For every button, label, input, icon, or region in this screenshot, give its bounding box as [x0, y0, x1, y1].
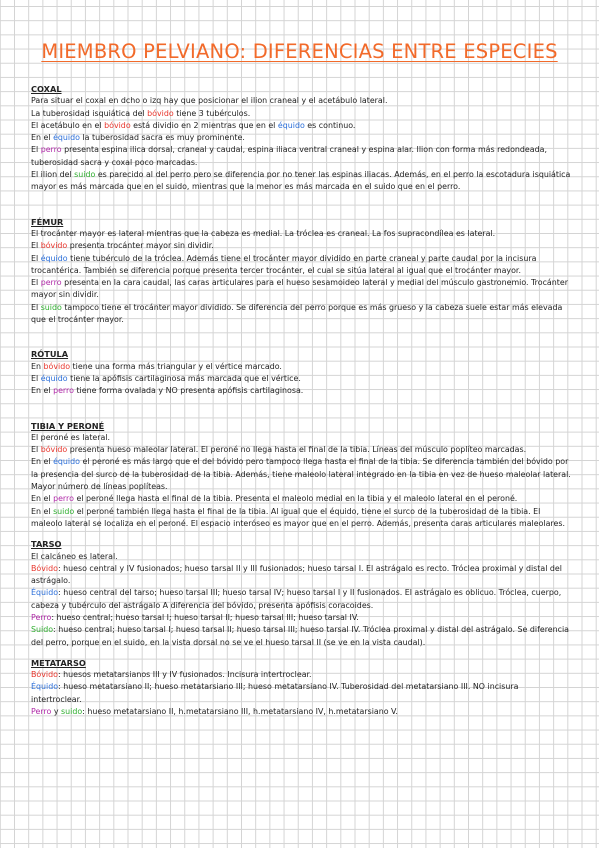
paragraph: El perro presenta espina ilica dorsal, craneal y caudal, espina iliaca ventral craneal y espina alar. Ilion con forma más redondeada, tuberosidad sacra y coxal poco marcadas.: [31, 145, 547, 167]
paragraph: Perro y suido: hueso metatarsiano II, h.metatarsiano III, h.metatarsiano IV, h.metatarsiano V.: [31, 707, 398, 717]
species-perro: perro: [40, 145, 62, 155]
species-suido: suido: [61, 707, 83, 717]
paragraph: En el suido el peroné también llega hasta el final de la tibia. Al igual que el équido, tiene el surco de la tuberosidad de la tibia. El maleolo lateral se localiza en el peroné. El espacio interóseo es mayor que en el perro. Además, presenta caras articulares maleolares.: [31, 506, 565, 528]
paragraph: Suido: hueso central; hueso tarsal I; hueso tarsal II; hueso tarsal III; hueso tarsal IV. Tróclea proximal y distal del astrágalo. Se diferencia del perro, porque en el suido, en la vista dorsal no se ve el hueso tarsal II (se ve en la vista caudal).: [31, 625, 569, 647]
species-bovido: bóvido: [147, 108, 174, 118]
section-metatarso: [31, 657, 571, 718]
species-suido: suido: [40, 302, 62, 312]
section-heading-tibia: TIBIA Y PERONÉ: [31, 420, 105, 431]
paragraph: El ilion del suido es parecido al del perro pero se diferencia por no tener las espinas iliacas. Además, en el perro la escotadura isquiática mayor es más marcada que en el suido, mientras que la menor es más marcada en el suido que en el perro.: [31, 170, 571, 192]
species-perro: perro: [53, 386, 74, 396]
paragraph: En el perro el peroné llega hasta el final de la tibia. Presenta el maleolo medial en la tibia y el maleolo lateral en el peroné.: [31, 494, 518, 504]
section-heading-tarso: TARSO: [31, 539, 62, 550]
section-coxal: [31, 83, 571, 194]
species-bovido: bóvido: [43, 361, 71, 371]
paragraph: El bóvido presenta hueso maleolar lateral. El peroné no llega hasta el final de la tibia. Líneas del músculo poplíteo marcadas.: [31, 445, 527, 455]
paragraph: El bóvido presenta trocánter mayor sin dividir.: [31, 241, 214, 251]
paragraph: En el équido la tuberosidad sacra es muy prominente.: [31, 133, 245, 143]
species-bovido: bóvido: [40, 241, 68, 251]
species-bovido: Bóvido: [31, 670, 58, 680]
paragraph: En el perro tiene forma ovalada y NO presenta apófisis cartilaginosa.: [31, 386, 304, 396]
section-heading-femur: FÉMUR: [31, 216, 64, 227]
paragraph: Bóvido: huesos metatarsianos III y IV fusionados. Incisura intertroclear.: [31, 670, 312, 680]
section-heading-coxal: COXAL: [31, 84, 62, 94]
paragraph: El acetábulo en el bóvido está dividio en 2 mientras que en el équido es continuo.: [31, 120, 356, 130]
species-suido: suido: [74, 170, 96, 180]
species-equido: Équido: [31, 588, 59, 598]
paragraph: El équido tiene tubérculo de la tróclea. Además tiene el trocánter mayor dividido en parte craneal y parte caudal por la incisura trocantérica. También se diferencia porque presenta tercer trocánter, el cual se sitúa lateral al igual que el trocánter mayor.: [31, 253, 537, 275]
species-equido: équido: [40, 373, 68, 383]
species-perro: Perro: [31, 612, 52, 622]
page-title: MIEMBRO PELVIANO: DIFERENCIAS ENTRE ESPECIES: [41, 40, 558, 63]
paragraph: El équido tiene la apófisis cartilaginosa más marcada que el vértice.: [31, 373, 301, 383]
paragraph: En el équido el peroné es más largo que el del bóvido pero tampoco llega hasta el final de la tibia. Se diferencia también del bóvido por la presencia del surco de la tuberosidad de la tibia. Además, tiene maleolo lateral integrado en la tibia en vez de hueso maleolar lateral. Mayor número de líneas poplíteas.: [31, 457, 571, 492]
species-equido: Équido: [31, 682, 59, 692]
paragraph: La tuberosidad isquiática del bóvido tiene 3 tubérculos.: [31, 108, 251, 118]
section-femur: [31, 216, 571, 327]
paragraph: El trocánter mayor es lateral mientras que la cabeza es medial. La tróclea es craneal. La fos supracondílea es lateral.: [31, 228, 496, 238]
section-heading-metatarso: METATARSO: [31, 657, 86, 668]
document-body: [31, 83, 571, 718]
paragraph: En bóvido tiene una forma más triangular y el vértice marcado.: [31, 361, 282, 371]
species-perro: perro: [40, 278, 62, 288]
paragraph: Équido: hueso central del tarso; hueso tarsal III; hueso tarsal IV; hueso tarsal I y II fusionados. El astrágalo es oblicuo. Tróclea, cuerpo, cabeza y tubérculo del astrágalo A diferencia del bóvido, presenta apófisis coracoides.: [31, 588, 562, 610]
species-perro: perro: [53, 494, 74, 504]
paragraph: El perro presenta en la cara caudal, las caras articulares para el hueso sesamoideo lateral y medial del músculo gastronemio. Trocánter mayor sin dividir.: [31, 278, 568, 300]
paragraph: El suido tampoco tiene el trocánter mayor dividido. Se diferencia del perro porque es más grueso y la cabeza suele estar más elevada que el trocánter mayor.: [31, 302, 563, 325]
species-suido: suido: [53, 506, 75, 516]
species-equido: équido: [40, 253, 68, 263]
paragraph: El calcáneo es lateral.: [31, 551, 118, 561]
species-bovido: bóvido: [104, 120, 131, 130]
species-suido: Suido: [31, 625, 54, 635]
section-heading-rotula: RÓTULA: [31, 349, 69, 360]
section-tarso: [31, 538, 571, 649]
species-equido: équido: [277, 120, 305, 130]
species-perro: Perro: [31, 707, 52, 717]
species-equido: équido: [53, 457, 80, 467]
paragraph: Équido: hueso metatarsiano II; hueso metatarsiano III; hueso metatarsiano IV. Tuberosidad del metatarsiano III. NO incisura intertroclear.: [31, 682, 519, 704]
section-tibia-perone: [31, 420, 571, 531]
paragraph: Perro: hueso central; hueso tarsal I; hueso tarsal II; hueso tarsal III; hueso tarsal IV.: [31, 612, 359, 622]
species-bovido: bóvido: [40, 445, 68, 455]
paragraph: El peroné es lateral.: [31, 432, 111, 442]
paragraph: Bóvido: hueso central y IV fusionados; hueso tarsal II y III fusionados; hueso tarsal I. El astrágalo es recto. Tróclea proximal y distal del astrágalo.: [31, 563, 562, 586]
paragraph: Para situar el coxal en dcho o izq hay que posicionar el ilion craneal y el acetábulo lateral.: [31, 96, 388, 106]
species-bovido: Bóvido: [31, 563, 58, 573]
section-rotula: [31, 348, 571, 397]
species-equido: équido: [53, 133, 80, 143]
